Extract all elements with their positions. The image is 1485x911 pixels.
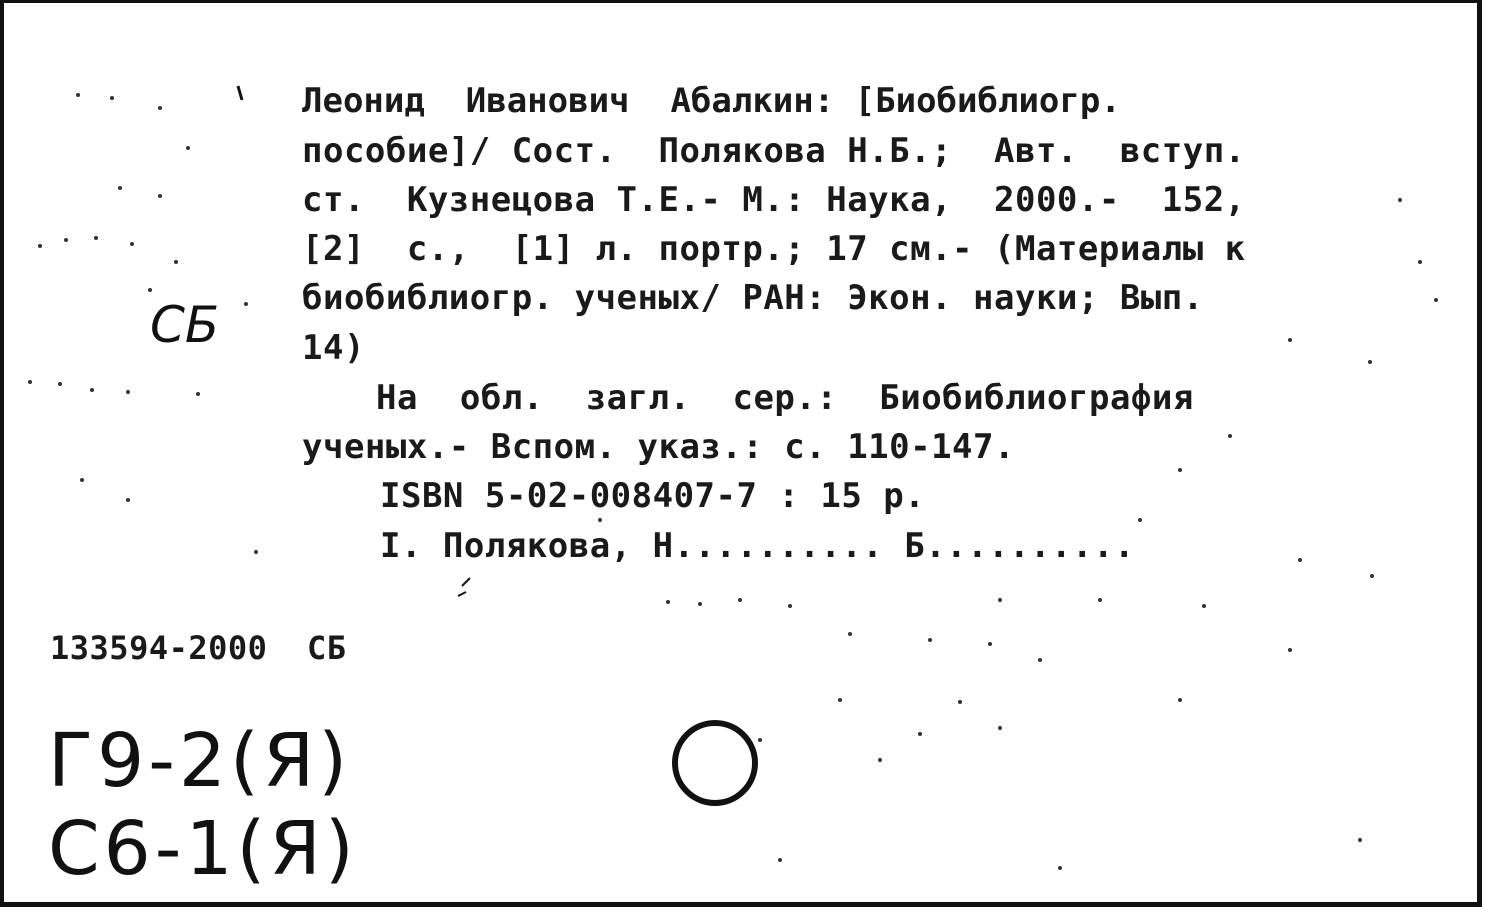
card-line-6: 14) [302, 328, 365, 368]
index-entry: I. Полякова, Н.......... Б.......... [380, 526, 1135, 566]
handwritten-shelf-mark-2: С6-1(Я) [48, 806, 358, 892]
call-number: 133594-2000 СБ [50, 629, 347, 667]
card-hole [672, 720, 758, 806]
card-line-1-text: Леонид Иванович Абалкин: [Биобиблиогр. [302, 81, 1121, 121]
card-line-7: На обл. загл. сер.: Биобиблиография [376, 378, 1194, 418]
card-line-3: ст. Кузнецова Т.Е.- М.: Наука, 2000.- 152, [302, 180, 1246, 220]
card-line-2: пособие]/ Сост. Полякова Н.Б.; Авт. вступ. [302, 131, 1246, 171]
isbn-line: ISBN 5-02-008407-7 : 15 р. [380, 476, 926, 516]
card-line-4: [2] с., [1] л. портр.; 17 см.- (Материалы к [302, 229, 1246, 269]
card-line-5: биобиблиогр. ученых/ РАН: Экон. науки; Вып. [302, 278, 1204, 318]
card-line-8: ученых.- Вспом. указ.: с. 110-147. [302, 427, 1015, 467]
handwritten-shelf-mark-1: Г9-2(Я) [48, 718, 352, 804]
card-line-1 [302, 77, 1370, 126]
handwritten-side-mark: СБ [150, 296, 220, 354]
